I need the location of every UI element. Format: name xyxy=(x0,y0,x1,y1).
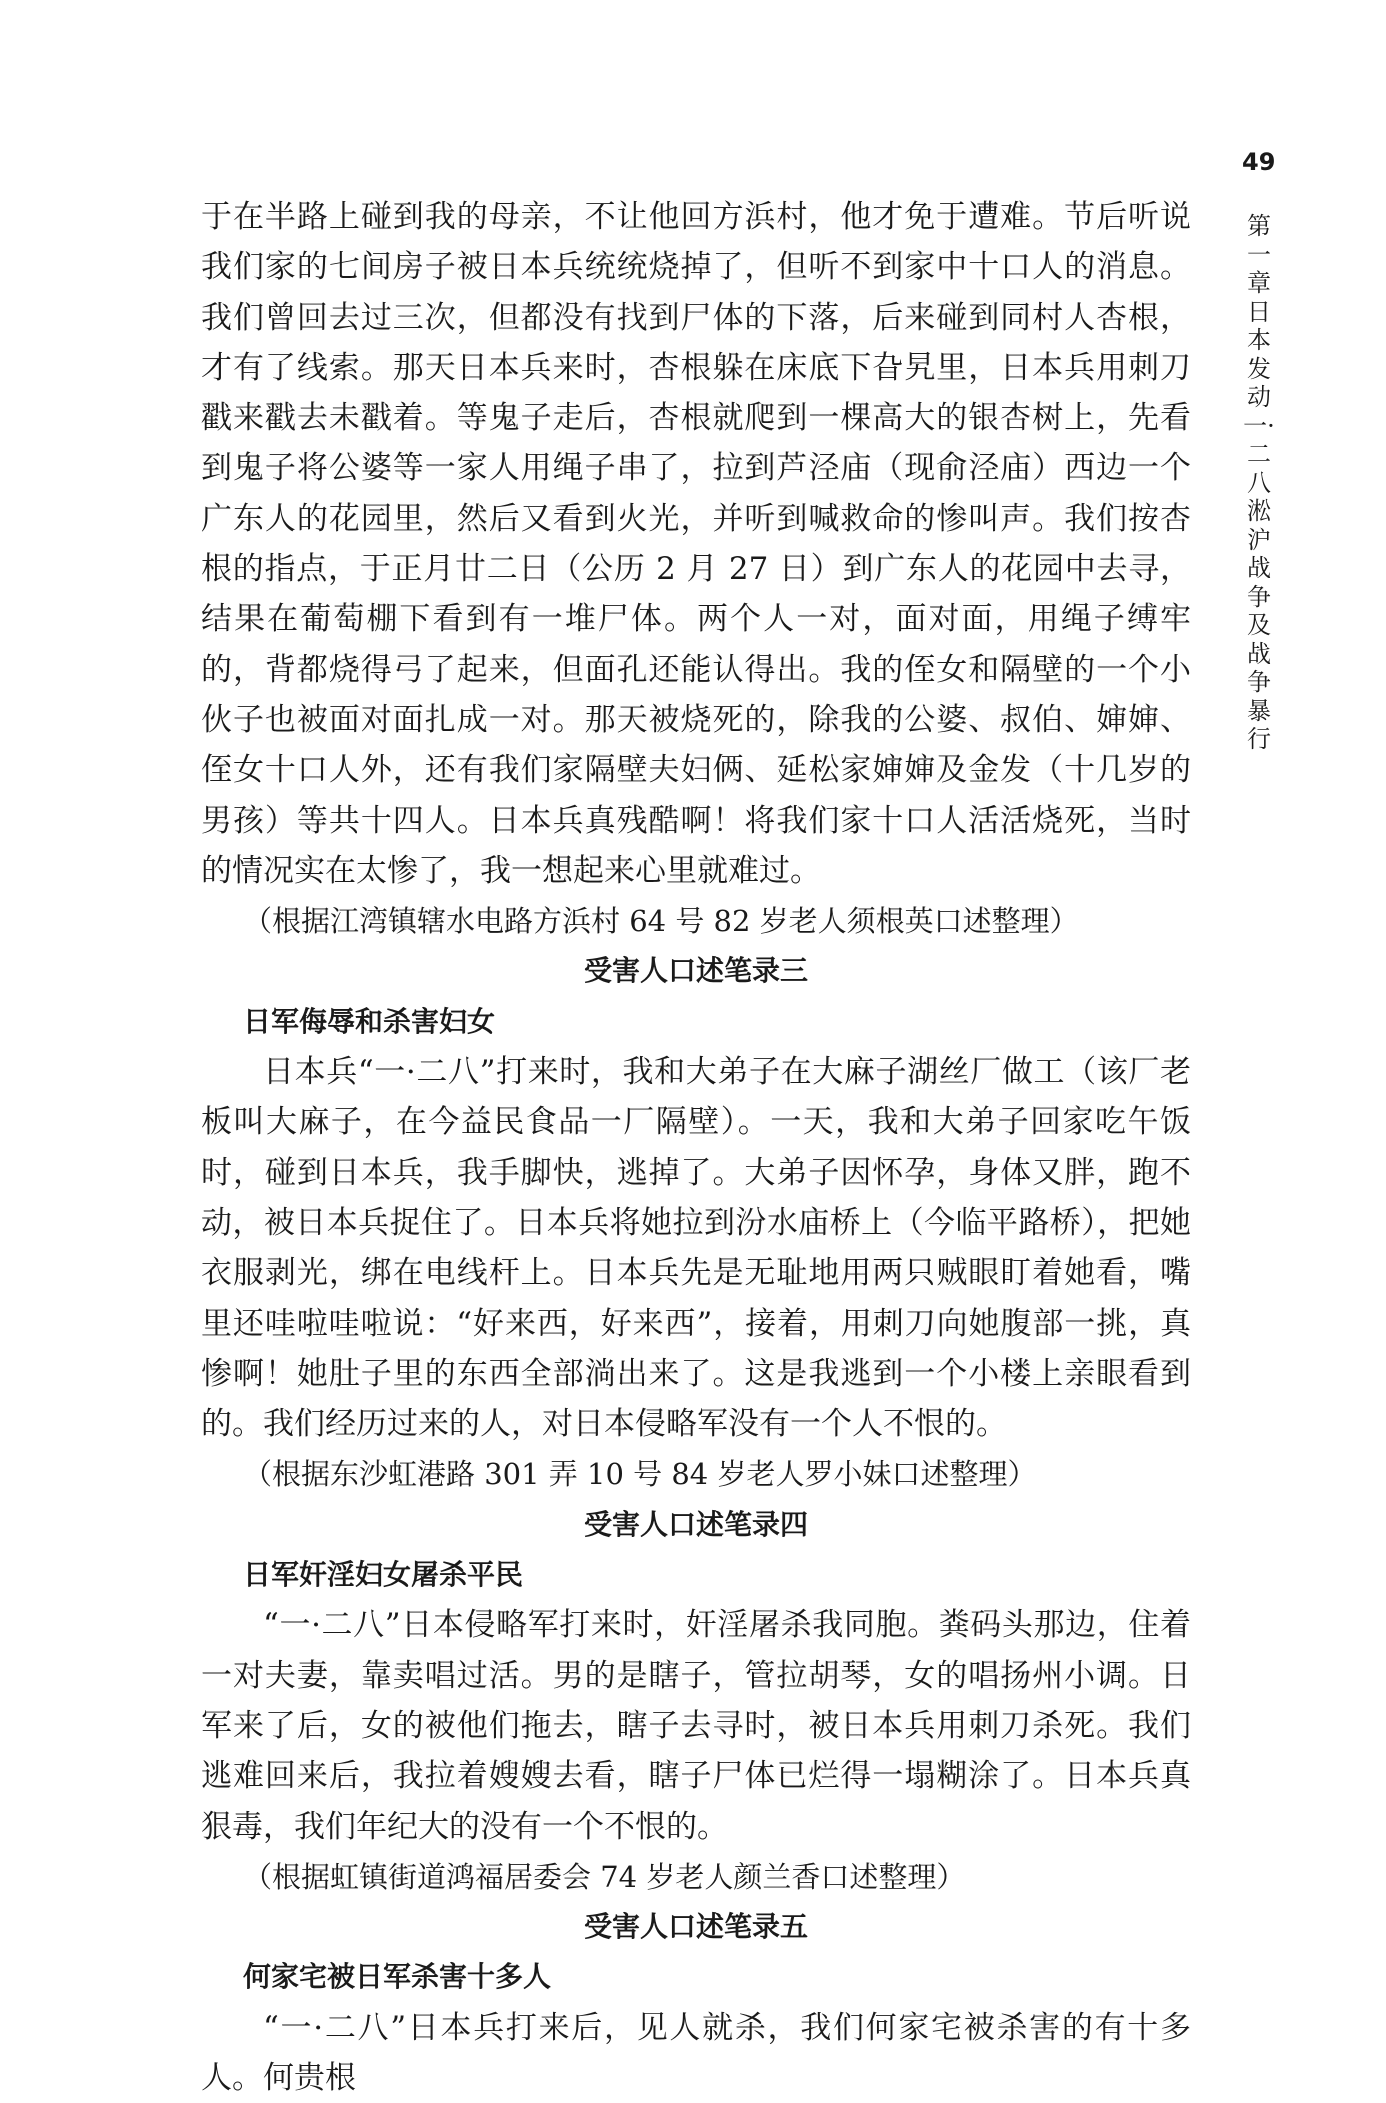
section-subtitle: 日军奸淫妇女屠杀平民 xyxy=(243,1558,524,1592)
page-number: 49 xyxy=(1242,148,1276,176)
main-text xyxy=(201,192,1191,2103)
paragraph: 日本兵“一·二八”打来时，我和大弟子在大麻子湖丝厂做工（该厂老板叫大麻子，在今益民食品一厂隔壁）。一天，我和大弟子回家吃午饭时，碰到日本兵，我手脚快，逃掉了。大弟子因怀孕，身体又胖，跑不动，被日本兵捉住了。日本兵将她拉到汾水庙桥上（今临平路桥），把她衣服剥光，绑在电线杆上。日本兵先是无耻地用两只贼眼盯着她看，嘴里还哇啦哇啦说：“好来西，好来西”，接着，用刺刀向她腹部一挑，真惨啊！她肚子里的东西全部淌出来了。这是我逃到一个小楼上亲眼看到的。我们经历过来的人，对日本侵略军没有一个人不恨的。 xyxy=(201,1054,1191,1443)
paragraph: “一·二八”日本侵略军打来时，奸淫屠杀我同胞。粪码头那边，住着一对夫妻，靠卖唱过活。男的是瞎子，管拉胡琴，女的唱扬州小调。日军来了后，女的被他们拖去，瞎子去寻时，被日本兵用刺刀杀死。我们逃难回来后，我拉着嫂嫂去看，瞎子尸体已烂得一塌糊涂了。日本兵真狠毒，我们年纪大的没有一个不恨的。 xyxy=(201,1607,1191,1845)
section-title: 受害人口述笔录四 xyxy=(583,1507,808,1541)
paragraph: “一·二八”日本兵打来后，见人就杀，我们何家宅被杀害的有十多人。何贵根 xyxy=(201,2009,1191,2096)
paragraph: 于在半路上碰到我的母亲，不让他回方浜村，他才免于遭难。节后听说我们家的七间房子被日本兵统统烧掉了，但听不到家中十口人的消息。我们曾回去过三次，但都没有找到尸体的下落，后来碰到同村人杏根，才有了线索。那天日本兵来时，杏根躲在床底下旮旯里，日本兵用刺刀戳来戳去未戳着。等鬼子走后，杏根就爬到一棵高大的银杏树上，先看到鬼子将公婆等一家人用绳子串了，拉到芦泾庙（现俞泾庙）西边一个广东人的花园里，然后又看到火光，并听到喊救命的惨叫声。我们按杏根的指点，于正月廿二日（公历 2 月 27 日）到广东人的花园中去寻，结果在葡萄棚下看到有一堆尸体。两个人一对，面对面，用绳子缚牢的，背都烧得弓了起来，但面孔还能认得出。我的侄女和隔壁的一个小伙子也被面对面扎成一对。那天被烧死的，除我的公婆、叔伯、婶婶、侄女十口人外，还有我们家隔壁夫妇俩、延松家婶婶及金发（十几岁的男孩）等共十四人。日本兵真残酷啊！将我们家十口人活活烧死，当时的情况实在太惨了，我一想起来心里就难过。 xyxy=(201,199,1191,889)
section-title: 受害人口述笔录三 xyxy=(583,954,808,988)
chapter-title-vertical: 第一章 日本发动一·二八淞沪战争及战争暴行 xyxy=(1243,212,1275,753)
source-note: （根据虹镇街道鸿福居委会 74 岁老人颜兰香口述整理） xyxy=(243,1859,966,1894)
section-subtitle: 日军侮辱和杀害妇女 xyxy=(243,1004,496,1038)
source-note: （根据江湾镇辖水电路方浜村 64 号 82 岁老人须根英口述整理） xyxy=(243,904,1079,939)
section-subtitle: 何家宅被日军杀害十多人 xyxy=(243,1960,552,1994)
source-note: （根据东沙虹港路 301 弄 10 号 84 岁老人罗小妹口述整理） xyxy=(243,1457,1037,1492)
section-title: 受害人口述笔录五 xyxy=(583,1910,808,1944)
